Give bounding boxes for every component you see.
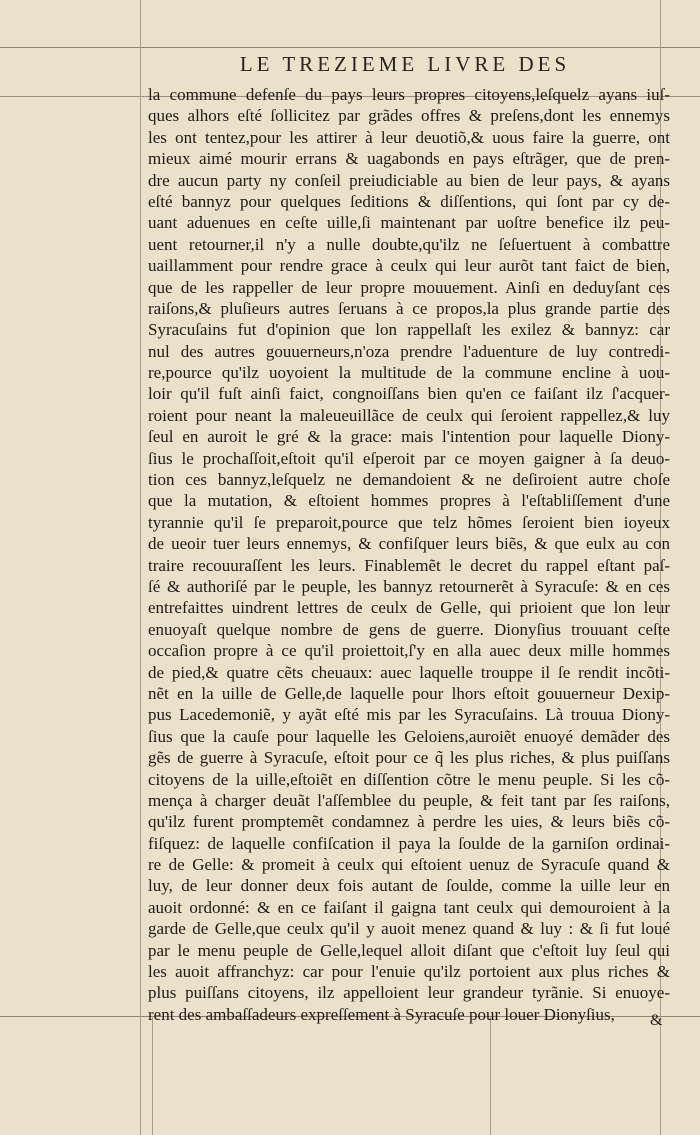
- text-line: traire recouuraſſent les leurs. Finablemẽt le decret du rappel eſtant paſ-: [148, 555, 670, 575]
- text-line: la commune defenſe du pays leurs propres citoyens,leſquelz ayans iuſ-: [148, 85, 670, 104]
- text-line: les ont tentez,pour les attirer à leur deuotiõ,& uous faire la guerre, ont: [148, 127, 670, 147]
- text-line: uaillamment pour rendre grace à ceulx qui leur aurõt tant faict de bien,: [148, 256, 670, 276]
- text-line: que de les rappeller de leur propre mouuement. Ainſi en deduyſant ces: [148, 277, 670, 297]
- text-line: qu'ilz furent promptemẽt condamnez à perdre les uies, & leurs biẽs cõ-: [148, 812, 670, 832]
- text-line: plus puiſſans citoyens, ilz appelloient leur grandeur tyrãnie. Si enuoye-: [148, 983, 670, 1003]
- text-line: que la mutation, & eſtoient hommes propres à l'eſtabliſſement d'une: [148, 491, 670, 511]
- text-line: eſté bannyz pour quelques ſeditions & diſſentions, qui ſont par cy de-: [148, 191, 670, 211]
- text-line: mieux aimé mourir errans & uagabonds en pays eſtrãger, que de pren-: [148, 149, 670, 169]
- text-line: par le menu peuple de Gelle,lequel alloit diſant que c'eſtoit luy ſeul qui: [148, 940, 670, 960]
- lower-mid-rule: [490, 1016, 491, 1135]
- text-line: ſé & authoriſé par le peuple, les bannyz retournerẽt à Syracuſe: & en ces: [148, 576, 670, 596]
- text-line: re de Gelle: & promeit à ceulx qui eſtoient uenuz de Syracuſe quand &: [148, 855, 670, 875]
- text-line: tyrannie qu'il ſe preparoit,pource que telz hõmes ſeroient bien ioyeux: [148, 512, 670, 532]
- text-line: rent des ambaſſadeurs expreſſement à Syracuſe pour louer Dionyſius,: [148, 1004, 615, 1024]
- catchword: &: [650, 1012, 663, 1029]
- text-line: occaſion propre à ce qu'il proiettoit,ſ'y en alla auec deux mille hommes: [148, 641, 670, 661]
- text-line: gẽs de guerre à Syracuſe, eſtoit pour ce q̃ les plus riches, & plus puiſſans: [148, 748, 670, 768]
- lower-left-rule: [152, 1016, 153, 1135]
- text-line: luy, de leur donner deux fois autant de ſoulde, comme la uille leur en: [148, 876, 670, 896]
- text-line: nul des autres gouuerneurs,n'oza prendre l'aduenture de luy contredi-: [148, 341, 670, 361]
- top-rule: [0, 47, 700, 48]
- text-line: roient pour neant la maleueuillãce de ceulx qui ſeroient rappellez,& luy: [148, 405, 670, 425]
- text-line: de pied,& quatre cẽts cheuaux: auec laquelle trouppe il ſe rendit incõti-: [148, 662, 670, 682]
- text-line: re,pource qu'ilz uoyoient la multitude de la commune encline à uou-: [148, 363, 670, 383]
- text-line: tion ces bannyz,leſquelz ne demandoient & ne deſiroient autre choſe: [148, 470, 670, 490]
- text-line: loir qu'il fuſt ainſi faict, congnoiſſans bien qu'en ce faiſant ilz ſ'acquer-: [148, 384, 670, 404]
- text-line: entrefaittes uindrent lettres de ceulx de Gelle, qui prioient que lon leur: [148, 598, 670, 618]
- text-line: ſius le prochaſſoit,eſtoit qu'il eſperoit par ce moyen gaigner à ſa deuo-: [148, 448, 670, 468]
- text-line: nẽt en la uille de Gelle,de laquelle pour lhors eſtoit gouuerneur Dexip-: [148, 683, 670, 703]
- text-line: garde de Gelle,que ceulx qu'il y auoit menez quand & luy : & ſi fut loué: [148, 919, 670, 939]
- text-line: auoit ordonné: & en ce faiſant il gaigna tant ceulx qui demouroient à la: [148, 897, 670, 917]
- left-margin-rule: [140, 0, 141, 1135]
- running-header: LE TREZIEME LIVRE DES: [239, 52, 571, 76]
- text-line: de ueoir tuer leurs ennemys, & confiſquer leurs biẽs, & que eulx au con: [148, 534, 670, 554]
- text-line: enuoyaſt quelque nombre de gens de guerre. Dionyſius trouuant ceſte: [148, 619, 670, 639]
- text-line: les auoit affranchyz: car pour l'enuie qu'ilz portoient aux plus riches &: [148, 962, 670, 982]
- body-text: [148, 84, 670, 1025]
- text-line: citoyens de la uille,eſtoiẽt en diſſention cõtre le menu peuple. Si les cõ-: [148, 769, 670, 789]
- text-line: raiſons,& pluſieurs autres ſeruans à ce propos,la plus grande partie des: [148, 298, 670, 318]
- text-line: ques alhors eſté ſollicitez par grãdes offres & preſens,dont les ennemys: [148, 106, 670, 126]
- text-line: uent retourner,il n'y a nulle doubte,qu'ilz ne ſeſuertuent à combattre: [148, 234, 670, 254]
- text-line: ſeul en auroit le gré & la grace: mais l'intention pour laquelle Diony-: [148, 427, 670, 447]
- text-line: dre aucun party ny conſeil preiudiciable au bien de leur pays, & ayans: [148, 170, 670, 190]
- text-line: pus Lacedemoniẽ, y ayãt eſté mis par les Syracuſains. Là trouua Diony-: [148, 705, 670, 725]
- text-line: ſius que la cauſe pour laquelle les Geloiens,auroiẽt enuoyé demãder des: [148, 726, 670, 746]
- text-line: fiſquez: de laquelle confiſcation il paya la ſoulde de la garniſon ordinai-: [148, 833, 670, 853]
- text-line: Syracuſains fut d'opinion que lon rappellaſt les exilez & bannyz: car: [148, 320, 670, 340]
- text-line: uant aduenues en ceſte uille,ſi maintenant par uoſtre benefice ilz peu-: [148, 213, 670, 233]
- text-line: mença à charger deuãt l'aſſemblee du peuple, & feit tant par ſes raiſons,: [148, 790, 670, 810]
